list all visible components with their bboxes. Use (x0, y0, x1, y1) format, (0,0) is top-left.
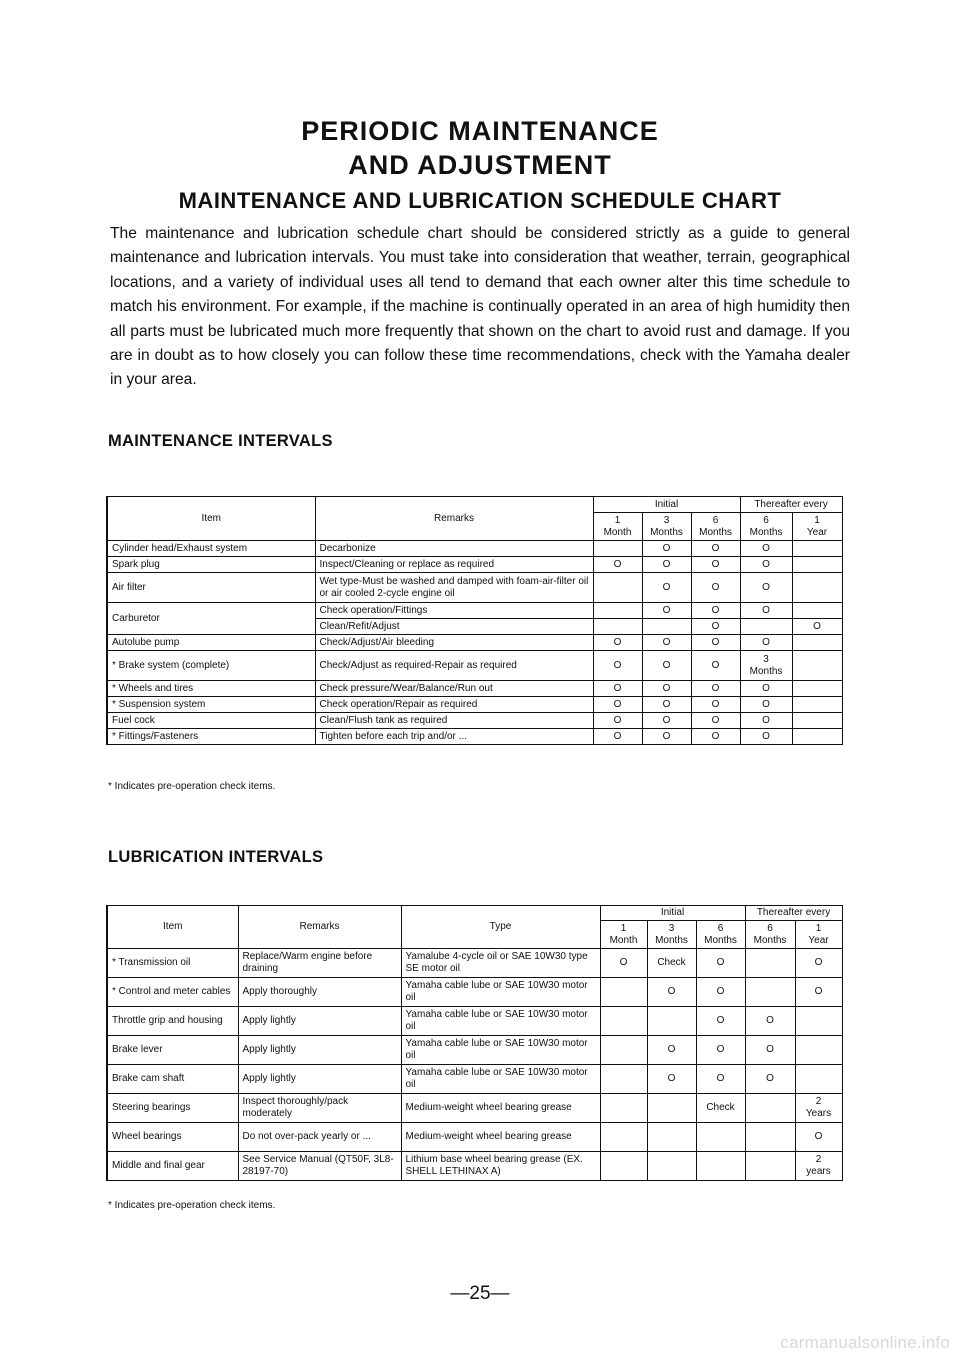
row-remarks: Apply lightly (238, 1007, 401, 1036)
interval-mark: O (740, 635, 792, 651)
interval-mark: O (642, 603, 691, 619)
interval-mark: O (642, 681, 691, 697)
interval-mark (642, 619, 691, 635)
table-row (107, 681, 842, 697)
interval-mark (647, 1094, 696, 1123)
row-remarks: Tighten before each trip and/or ... (315, 729, 593, 745)
row-remarks: Do not over-pack yearly or ... (238, 1123, 401, 1152)
row-item: Cylinder head/Exhaust system (107, 541, 315, 557)
watermark-text: carmanualsonline.info (780, 1333, 950, 1352)
interval-unit: years (806, 1166, 831, 1177)
lubrication-header-item: Item (107, 906, 238, 949)
lubrication-footnote: * Indicates pre-operation check items. (108, 1200, 276, 1211)
interval-mark: O (593, 557, 642, 573)
maintenance-heading: MAINTENANCE INTERVALS (108, 432, 333, 450)
row-remarks: Check operation/Fittings (315, 603, 593, 619)
row-type: Yamaha cable lube or SAE 10W30 motor oil (401, 978, 600, 1007)
interval-number: 2 (815, 1154, 822, 1165)
row-item: Middle and final gear (107, 1152, 238, 1181)
table-row (107, 541, 842, 557)
period-number: 6 (712, 514, 719, 526)
interval-mark: O (642, 541, 691, 557)
lubrication-period-5 (795, 921, 842, 949)
interval-mark (795, 1007, 842, 1036)
interval-mark (792, 557, 842, 573)
interval-mark: O (647, 1065, 696, 1094)
interval-mark: O (647, 1036, 696, 1065)
row-type: Yamaha cable lube or SAE 10W30 motor oil (401, 1036, 600, 1065)
lubrication-period-3 (696, 921, 745, 949)
interval-mark (600, 978, 647, 1007)
interval-mark: O (696, 1065, 745, 1094)
row-remarks: Replace/Warm engine before draining (238, 949, 401, 978)
interval-mark (792, 603, 842, 619)
interval-mark: O (642, 651, 691, 681)
row-item: Wheel bearings (107, 1123, 238, 1152)
interval-mark: O (691, 557, 740, 573)
period-number: 1 (614, 514, 621, 526)
interval-mark (593, 573, 642, 603)
period-number: 1 (814, 514, 820, 526)
interval-mark: O (740, 573, 792, 603)
interval-mark: O (691, 729, 740, 745)
period-number: 3 (663, 514, 670, 526)
table-row (107, 1036, 842, 1065)
interval-mark (795, 1065, 842, 1094)
interval-mark: O (696, 949, 745, 978)
interval-mark (647, 1152, 696, 1181)
interval-mark: O (691, 635, 740, 651)
interval-mark: O (593, 713, 642, 729)
table-row (107, 1152, 842, 1181)
interval-mark (696, 1152, 745, 1181)
interval-mark: O (740, 541, 792, 557)
row-item: Spark plug (107, 557, 315, 573)
interval-mark (740, 651, 792, 681)
interval-unit: Years (805, 1108, 832, 1119)
interval-mark: O (642, 557, 691, 573)
interval-mark (600, 1094, 647, 1123)
interval-mark: O (745, 1007, 795, 1036)
page-number: —25— (450, 1283, 510, 1304)
interval-mark (792, 713, 842, 729)
row-item: Brake lever (107, 1036, 238, 1065)
interval-mark: O (691, 681, 740, 697)
lubrication-period-4 (745, 921, 795, 949)
interval-mark (745, 949, 795, 978)
row-remarks: Check/Adjust as required-Repair as required (315, 651, 593, 681)
interval-mark: O (691, 619, 740, 635)
interval-mark (593, 541, 642, 557)
interval-mark (740, 619, 792, 635)
row-remarks: Wet type-Must be washed and damped with foam-air-filter oil or air cooled 2-cycle engine oil (315, 573, 593, 603)
row-remarks: See Service Manual (QT50F, 3L8-28197-70) (238, 1152, 401, 1181)
table-row (107, 697, 842, 713)
row-remarks: Clean/Refit/Adjust (315, 619, 593, 635)
interval-mark (600, 1065, 647, 1094)
row-item: Air filter (107, 573, 315, 603)
period-unit: Months (655, 934, 688, 946)
interval-mark: O (691, 541, 740, 557)
row-remarks: Decarbonize (315, 541, 593, 557)
maintenance-table (106, 496, 843, 745)
row-item: Carburetor (107, 603, 315, 635)
interval-mark: O (642, 697, 691, 713)
period-unit: Months (650, 526, 683, 538)
row-remarks: Check operation/Repair as required (315, 697, 593, 713)
period-unit: Year (808, 934, 829, 946)
interval-mark (792, 729, 842, 745)
period-number: 6 (767, 922, 773, 934)
period-number: 1 (815, 922, 822, 934)
period-number: 6 (717, 922, 724, 934)
page-subtitle: MAINTENANCE AND LUBRICATION SCHEDULE CHART (178, 188, 782, 213)
table-row (107, 978, 842, 1007)
row-remarks: Check pressure/Wear/Balance/Run out (315, 681, 593, 697)
interval-mark: O (593, 651, 642, 681)
interval-mark: O (691, 713, 740, 729)
interval-mark (696, 1123, 745, 1152)
maintenance-period-3 (691, 513, 740, 541)
table-row (107, 729, 842, 745)
table-row (107, 1007, 842, 1036)
row-remarks: Inspect/Cleaning or replace as required (315, 557, 593, 573)
row-item: * Brake system (complete) (107, 651, 315, 681)
interval-mark (593, 619, 642, 635)
period-number: 6 (763, 514, 769, 526)
interval-mark: O (593, 635, 642, 651)
page-title-line2: AND ADJUSTMENT (348, 150, 612, 180)
period-unit: Month (609, 934, 638, 946)
interval-mark: O (740, 681, 792, 697)
maintenance-header-thereafter: Thereafter every (740, 497, 842, 513)
interval-mark (600, 1007, 647, 1036)
row-item: * Wheels and tires (107, 681, 315, 697)
row-remarks: Inspect thoroughly/pack moderately (238, 1094, 401, 1123)
row-item: Throttle grip and housing (107, 1007, 238, 1036)
maintenance-header-initial: Initial (593, 497, 740, 513)
table-row (107, 1094, 842, 1123)
interval-mark (792, 681, 842, 697)
interval-mark: O (691, 603, 740, 619)
lubrication-table (106, 905, 843, 1181)
row-type: Yamaha cable lube or SAE 10W30 motor oil (401, 1065, 600, 1094)
interval-mark: O (745, 1065, 795, 1094)
interval-mark: O (593, 729, 642, 745)
interval-mark: O (740, 713, 792, 729)
interval-mark (745, 978, 795, 1007)
lubrication-header-remarks: Remarks (238, 906, 401, 949)
period-unit: Months (699, 526, 732, 538)
interval-unit: Months (749, 665, 783, 677)
table-row (107, 713, 842, 729)
row-item: Steering bearings (107, 1094, 238, 1123)
interval-mark: O (600, 949, 647, 978)
interval-mark: O (593, 681, 642, 697)
interval-mark: O (696, 1036, 745, 1065)
row-type: Medium-weight wheel bearing grease (401, 1094, 600, 1123)
interval-mark: O (740, 729, 792, 745)
row-type: Lithium base wheel bearing grease (EX. SHELL LETHINAX A) (401, 1152, 600, 1181)
table-row (107, 557, 842, 573)
period-unit: Months (749, 526, 783, 538)
row-item: Brake cam shaft (107, 1065, 238, 1094)
row-item: * Fittings/Fasteners (107, 729, 315, 745)
table-row (107, 651, 842, 681)
interval-mark: O (792, 619, 842, 635)
interval-mark (745, 1094, 795, 1123)
page-title: PERIODIC MAINTENANCE (301, 116, 659, 146)
maintenance-header-item: Item (107, 497, 315, 541)
intro-paragraph: The maintenance and lubrication schedule chart should be considered strictly as a guide to general maintenance and lubrication intervals. You must take into consideration that weather, terrain, geographical locations, and a variety of individual uses all tend to demand that each owner alter this time schedule to match his environment. For example, if the machine is continually operated in an area of high humidity then all parts must be lubricated much more frequently that shown on the chart to avoid rust and damage. If you are in doubt as to how closely you can follow these time recommendations, check with the Yamaha dealer in your area. (110, 225, 850, 389)
interval-mark (792, 635, 842, 651)
interval-mark: O (691, 697, 740, 713)
interval-mark: O (795, 949, 842, 978)
row-remarks: Apply thoroughly (238, 978, 401, 1007)
table-row (107, 573, 842, 603)
interval-mark: O (647, 978, 696, 1007)
interval-mark: O (696, 978, 745, 1007)
interval-mark: O (740, 557, 792, 573)
table-row (107, 603, 842, 619)
interval-mark: O (642, 729, 691, 745)
interval-mark: O (740, 603, 792, 619)
interval-mark: O (642, 635, 691, 651)
interval-mark (795, 1036, 842, 1065)
row-item: * Transmission oil (107, 949, 238, 978)
interval-mark (745, 1123, 795, 1152)
maintenance-period-2 (642, 513, 691, 541)
row-remarks: Apply lightly (238, 1036, 401, 1065)
maintenance-footnote: * Indicates pre-operation check items. (108, 781, 276, 792)
interval-mark: Check (647, 949, 696, 978)
row-item: * Suspension system (107, 697, 315, 713)
table-row (107, 635, 842, 651)
lubrication-period-2 (647, 921, 696, 949)
interval-mark (792, 573, 842, 603)
interval-mark (600, 1036, 647, 1065)
period-number: 3 (668, 922, 675, 934)
period-number: 1 (620, 922, 627, 934)
interval-mark (647, 1123, 696, 1152)
row-remarks: Apply lightly (238, 1065, 401, 1094)
interval-mark: O (642, 713, 691, 729)
interval-mark (593, 603, 642, 619)
table-row (107, 949, 842, 978)
interval-mark: O (642, 573, 691, 603)
interval-number: 2 (815, 1096, 822, 1107)
interval-mark (792, 541, 842, 557)
lubrication-header-type: Type (401, 906, 600, 949)
lubrication-header-initial: Initial (600, 906, 745, 921)
interval-mark: O (740, 697, 792, 713)
interval-mark: O (745, 1036, 795, 1065)
lubrication-heading: LUBRICATION INTERVALS (108, 848, 324, 866)
period-unit: Months (753, 934, 787, 946)
interval-mark: Check (696, 1094, 745, 1123)
row-item: Autolube pump (107, 635, 315, 651)
interval-mark (600, 1152, 647, 1181)
interval-mark: O (795, 1123, 842, 1152)
interval-mark (745, 1152, 795, 1181)
maintenance-header-remarks: Remarks (315, 497, 593, 541)
interval-mark (792, 697, 842, 713)
interval-mark (795, 1094, 842, 1123)
interval-mark: O (593, 697, 642, 713)
interval-mark (600, 1123, 647, 1152)
row-remarks: Check/Adjust/Air bleeding (315, 635, 593, 651)
interval-mark (792, 651, 842, 681)
interval-mark: O (691, 573, 740, 603)
row-type: Yamalube 4-cycle oil or SAE 10W30 type SE motor oil (401, 949, 600, 978)
maintenance-period-5 (792, 513, 842, 541)
row-type: Yamaha cable lube or SAE 10W30 motor oil (401, 1007, 600, 1036)
interval-mark: O (696, 1007, 745, 1036)
row-item: Fuel cock (107, 713, 315, 729)
row-item: * Control and meter cables (107, 978, 238, 1007)
maintenance-period-4 (740, 513, 792, 541)
lubrication-period-1 (600, 921, 647, 949)
lubrication-header-thereafter: Thereafter every (745, 906, 842, 921)
period-unit: Year (806, 526, 828, 538)
table-row (107, 1123, 842, 1152)
interval-mark (795, 1152, 842, 1181)
interval-mark: O (691, 651, 740, 681)
maintenance-period-1 (593, 513, 642, 541)
row-remarks: Clean/Flush tank as required (315, 713, 593, 729)
row-type: Medium-weight wheel bearing grease (401, 1123, 600, 1152)
table-row (107, 1065, 842, 1094)
interval-number: 3 (763, 653, 769, 665)
period-unit: Months (704, 934, 737, 946)
period-unit: Month (603, 526, 632, 538)
interval-mark: O (795, 978, 842, 1007)
interval-mark (647, 1007, 696, 1036)
